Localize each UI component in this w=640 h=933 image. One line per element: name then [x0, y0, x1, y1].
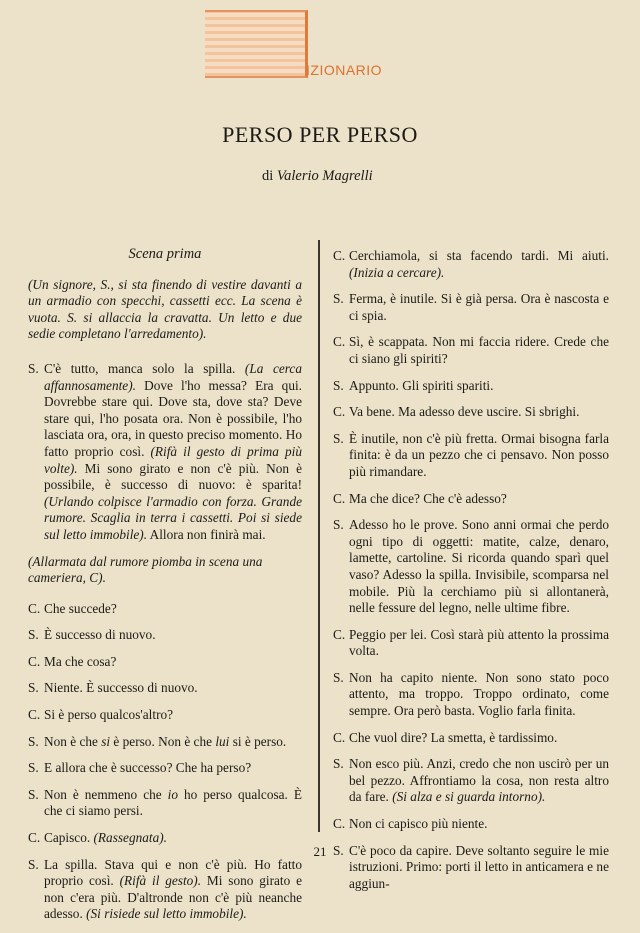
stage-direction-inline: lui: [215, 733, 230, 749]
speaker: C.: [333, 729, 346, 745]
speaker: S.: [28, 360, 39, 376]
section-logo-graphic: [205, 10, 308, 78]
stage-direction-inline: io: [167, 786, 178, 802]
dialogue-line: [28, 601, 302, 618]
dialogue-text: [347, 627, 609, 660]
speaker: C.: [28, 707, 41, 723]
stage-direction-inline: (Urlando colpisce l'armadio con forza. Grande rumore. Scaglia in terra i cassetti. Poi si siede sul letto immobile).: [44, 493, 302, 542]
speech-text: si è perso.: [229, 733, 287, 749]
dialogue-line: [333, 517, 609, 617]
stage-direction-inline: (Inizia a cercare).: [349, 264, 445, 280]
dialogue-line: [333, 378, 609, 395]
speech-text: Sì, è scappata. Non mi faccia ridere. Crede che ci siano gli spiriti?: [349, 334, 609, 366]
speaker: C.: [333, 404, 346, 420]
speech-text: Si è perso qualcos'altro?: [44, 707, 174, 723]
speaker: S.: [28, 733, 39, 749]
author-name: Valerio Magrelli: [276, 168, 373, 184]
speaker: S.: [333, 377, 344, 393]
speech-text: Capisco.: [44, 830, 94, 846]
stage-direction-inline: (Rifà il gesto).: [119, 873, 202, 889]
speech-text: Va bene. Ma adesso deve uscire. Si sbrighi.: [349, 404, 580, 420]
speech-text: Mi sono girato e non c'è più. Non è possibile, è successo di nuovo: è sparita!: [44, 460, 302, 493]
speech-text: Ma che dice? Che c'è adesso?: [349, 490, 507, 506]
speech-text: È inutile, non c'è più fretta. Ormai bisogna farla finita: è da un pezzo che ci pensavo. Non posso più rimandare.: [349, 430, 609, 479]
speaker: S.: [333, 842, 344, 858]
right-column: [333, 248, 609, 902]
speech-text: Che succede?: [44, 600, 117, 616]
page-title: PERSO PER PERSO: [222, 122, 418, 147]
speech-text: Non esco più. Anzi, credo che non uscirò per un bel pezzo. Affrontiamo la cosa, non resta altro da fare.: [349, 756, 609, 805]
dialogue-text: [347, 670, 609, 720]
speaker: C.: [333, 490, 346, 506]
dialogue-line: [28, 627, 302, 644]
speech-text: Adesso ho le prove. Sono anni ormai che perdo ogni tipo di oggetti: matite, calze, denaro, lamette, cartoline. Si ricorda quando sparì quel vaso? Adesso la spilla. Invisibile, scomparsa nel mobile. Più la cerchiamo più si allontanerà, nelle fessure del legno, nelle ultime fibre.: [349, 517, 609, 616]
dialogue-line: [333, 816, 609, 833]
dialogue-text: [42, 760, 302, 777]
dialogue-text: [42, 627, 302, 644]
dialogue-line: [28, 654, 302, 671]
speech-text: La spilla. Stava qui e non c'è più. Ho fatto proprio così.: [44, 856, 302, 889]
speech-text: è perso. Non è che: [110, 733, 216, 749]
stage-direction-inline: (Si risiede sul letto immobile).: [86, 906, 247, 922]
speech-text: Peggio per lei. Così starà più attento la prossima volta.: [349, 626, 609, 659]
speech-text: Ma che cosa?: [44, 653, 117, 669]
scene-title: Scena prima: [128, 246, 202, 262]
speech-text: Non ci capisco più niente.: [349, 816, 488, 832]
dialogue-text: [347, 334, 609, 367]
speaker: S.: [28, 786, 39, 802]
dialogue-line: [333, 291, 609, 324]
dialogue-text: [42, 361, 302, 544]
speech-text: Non ha capito niente. Non sono stato poco attento, ma troppo. Troppo ordinato, come sempre. Ora però basta. Voglio farla finita.: [349, 669, 609, 719]
byline: [262, 168, 373, 185]
dialogue-line: [333, 431, 609, 481]
dialogue-line: [28, 857, 302, 923]
speaker: S.: [28, 856, 39, 872]
speech-text: Non è che: [44, 733, 102, 749]
byline-prefix: di: [262, 168, 274, 184]
speech-text: C'è tutto, manca solo la spilla.: [44, 360, 245, 376]
speech-text: Dove l'ho messa? Era qui. Dovrebbe stare qui. Dove sta, dove sta? Deve stare qui, l'ho posata ora. Non è possibile, l'ho lasciata ora, ora, in questo preciso momento. Ho fatto proprio così.: [44, 377, 302, 459]
column-divider: [318, 240, 320, 832]
dialogue-text: [42, 601, 302, 618]
dialogue-text: [347, 730, 609, 747]
stage-direction-intro: (Un signore, S., si sta finendo di vestire davanti a un armadio con specchi, cassetti ecc. La scena è vuota. S. si allaccia la cravatta. Un letto e due sedie completano l'arredamento).: [28, 276, 302, 342]
speech-text: Ferma, è inutile. Si è già persa. Ora è nascosta e ci spia.: [349, 291, 609, 323]
speech-text: Mi sono girato e non c'era più. D'altronde non c'è più neanche adesso.: [44, 873, 302, 922]
speech-text: Niente. È successo di nuovo.: [44, 680, 198, 696]
speaker: C.: [333, 626, 346, 642]
speaker: S.: [28, 627, 39, 643]
speaker: S.: [333, 517, 344, 533]
dialogue-line: [28, 680, 302, 697]
section-label: IZIONARIO: [306, 62, 383, 78]
speaker: C.: [333, 248, 346, 263]
dialogue-text: [42, 680, 302, 697]
dialogue-line: [333, 404, 609, 421]
dialogue-text: [42, 734, 302, 751]
dialogue-text: [42, 707, 302, 724]
dialogue-text: [347, 378, 609, 395]
speech-text: E allora che è successo? Che ha perso?: [44, 760, 252, 776]
stage-direction-inline: (Rassegnata).: [93, 830, 167, 846]
dialogue-line: [333, 491, 609, 508]
stage-direction-inline: (La cerca affannosamente).: [44, 360, 302, 393]
stage-direction: (Allarmata dal rumore piomba in scena una cameriera, C).: [28, 553, 263, 586]
dialogue-line: [28, 734, 302, 751]
dialogue-line: [333, 334, 609, 367]
speech-text: Cerchiamola, si sta facendo tardi. Mi aiuti.: [349, 248, 609, 263]
stage-direction-inline: (Si alza e si guarda intorno).: [392, 789, 546, 805]
speaker: C.: [333, 816, 346, 832]
dialogue-text: [347, 517, 609, 617]
stage-direction-inline: si: [101, 733, 111, 749]
speaker: S.: [333, 430, 344, 446]
speaker: S.: [333, 756, 344, 772]
speech-text: Allora non finirà mai.: [147, 526, 266, 542]
dialogue-line: [28, 760, 302, 777]
page-number: 21: [313, 844, 327, 859]
speech-text: Appunto. Gli spiriti spariti.: [349, 377, 494, 393]
dialogue-text: [347, 816, 609, 833]
speech-text: ho perso qualcosa. È che ci siamo persi.: [44, 786, 302, 819]
speaker: S.: [333, 669, 344, 685]
dialogue-text: [42, 857, 302, 923]
stage-direction-inline: (Rifà il gesto di prima più volte).: [44, 443, 302, 476]
speech-text: Che vuol dire? La smetta, è tardissimo.: [349, 729, 558, 745]
dialogue-line: [333, 730, 609, 747]
dialogue-text: [347, 404, 609, 421]
speaker: S.: [28, 680, 39, 696]
dialogue-line: [333, 670, 609, 720]
dialogue-text: [347, 248, 609, 281]
speaker: C.: [28, 653, 41, 669]
dialogue-line: [28, 361, 302, 544]
speaker: S.: [333, 291, 344, 307]
speaker: C.: [333, 334, 346, 350]
speaker: C.: [28, 600, 41, 616]
dialogue-text: [347, 491, 609, 508]
speech-text: C'è poco da capire. Deve soltanto seguire le mie istruzioni. Primo: porti il letto in anticamera e ne aggiun-: [349, 842, 609, 891]
dialogue-line: [333, 627, 609, 660]
left-column: [28, 246, 302, 933]
dialogue-line: [28, 707, 302, 724]
dialogue-text: [42, 654, 302, 671]
speaker: S.: [28, 760, 39, 776]
dialogue-line: [28, 787, 302, 820]
dialogue-line: [333, 248, 609, 281]
speech-text: Non è nemmeno che: [44, 786, 168, 802]
dialogue-text: [347, 431, 609, 481]
speech-text: È successo di nuovo.: [44, 627, 156, 643]
dialogue-text: [347, 291, 609, 324]
dialogue-text: [42, 787, 302, 820]
dialogue-text: [347, 756, 609, 806]
dialogue-line: [333, 756, 609, 806]
speaker: C.: [28, 830, 41, 846]
